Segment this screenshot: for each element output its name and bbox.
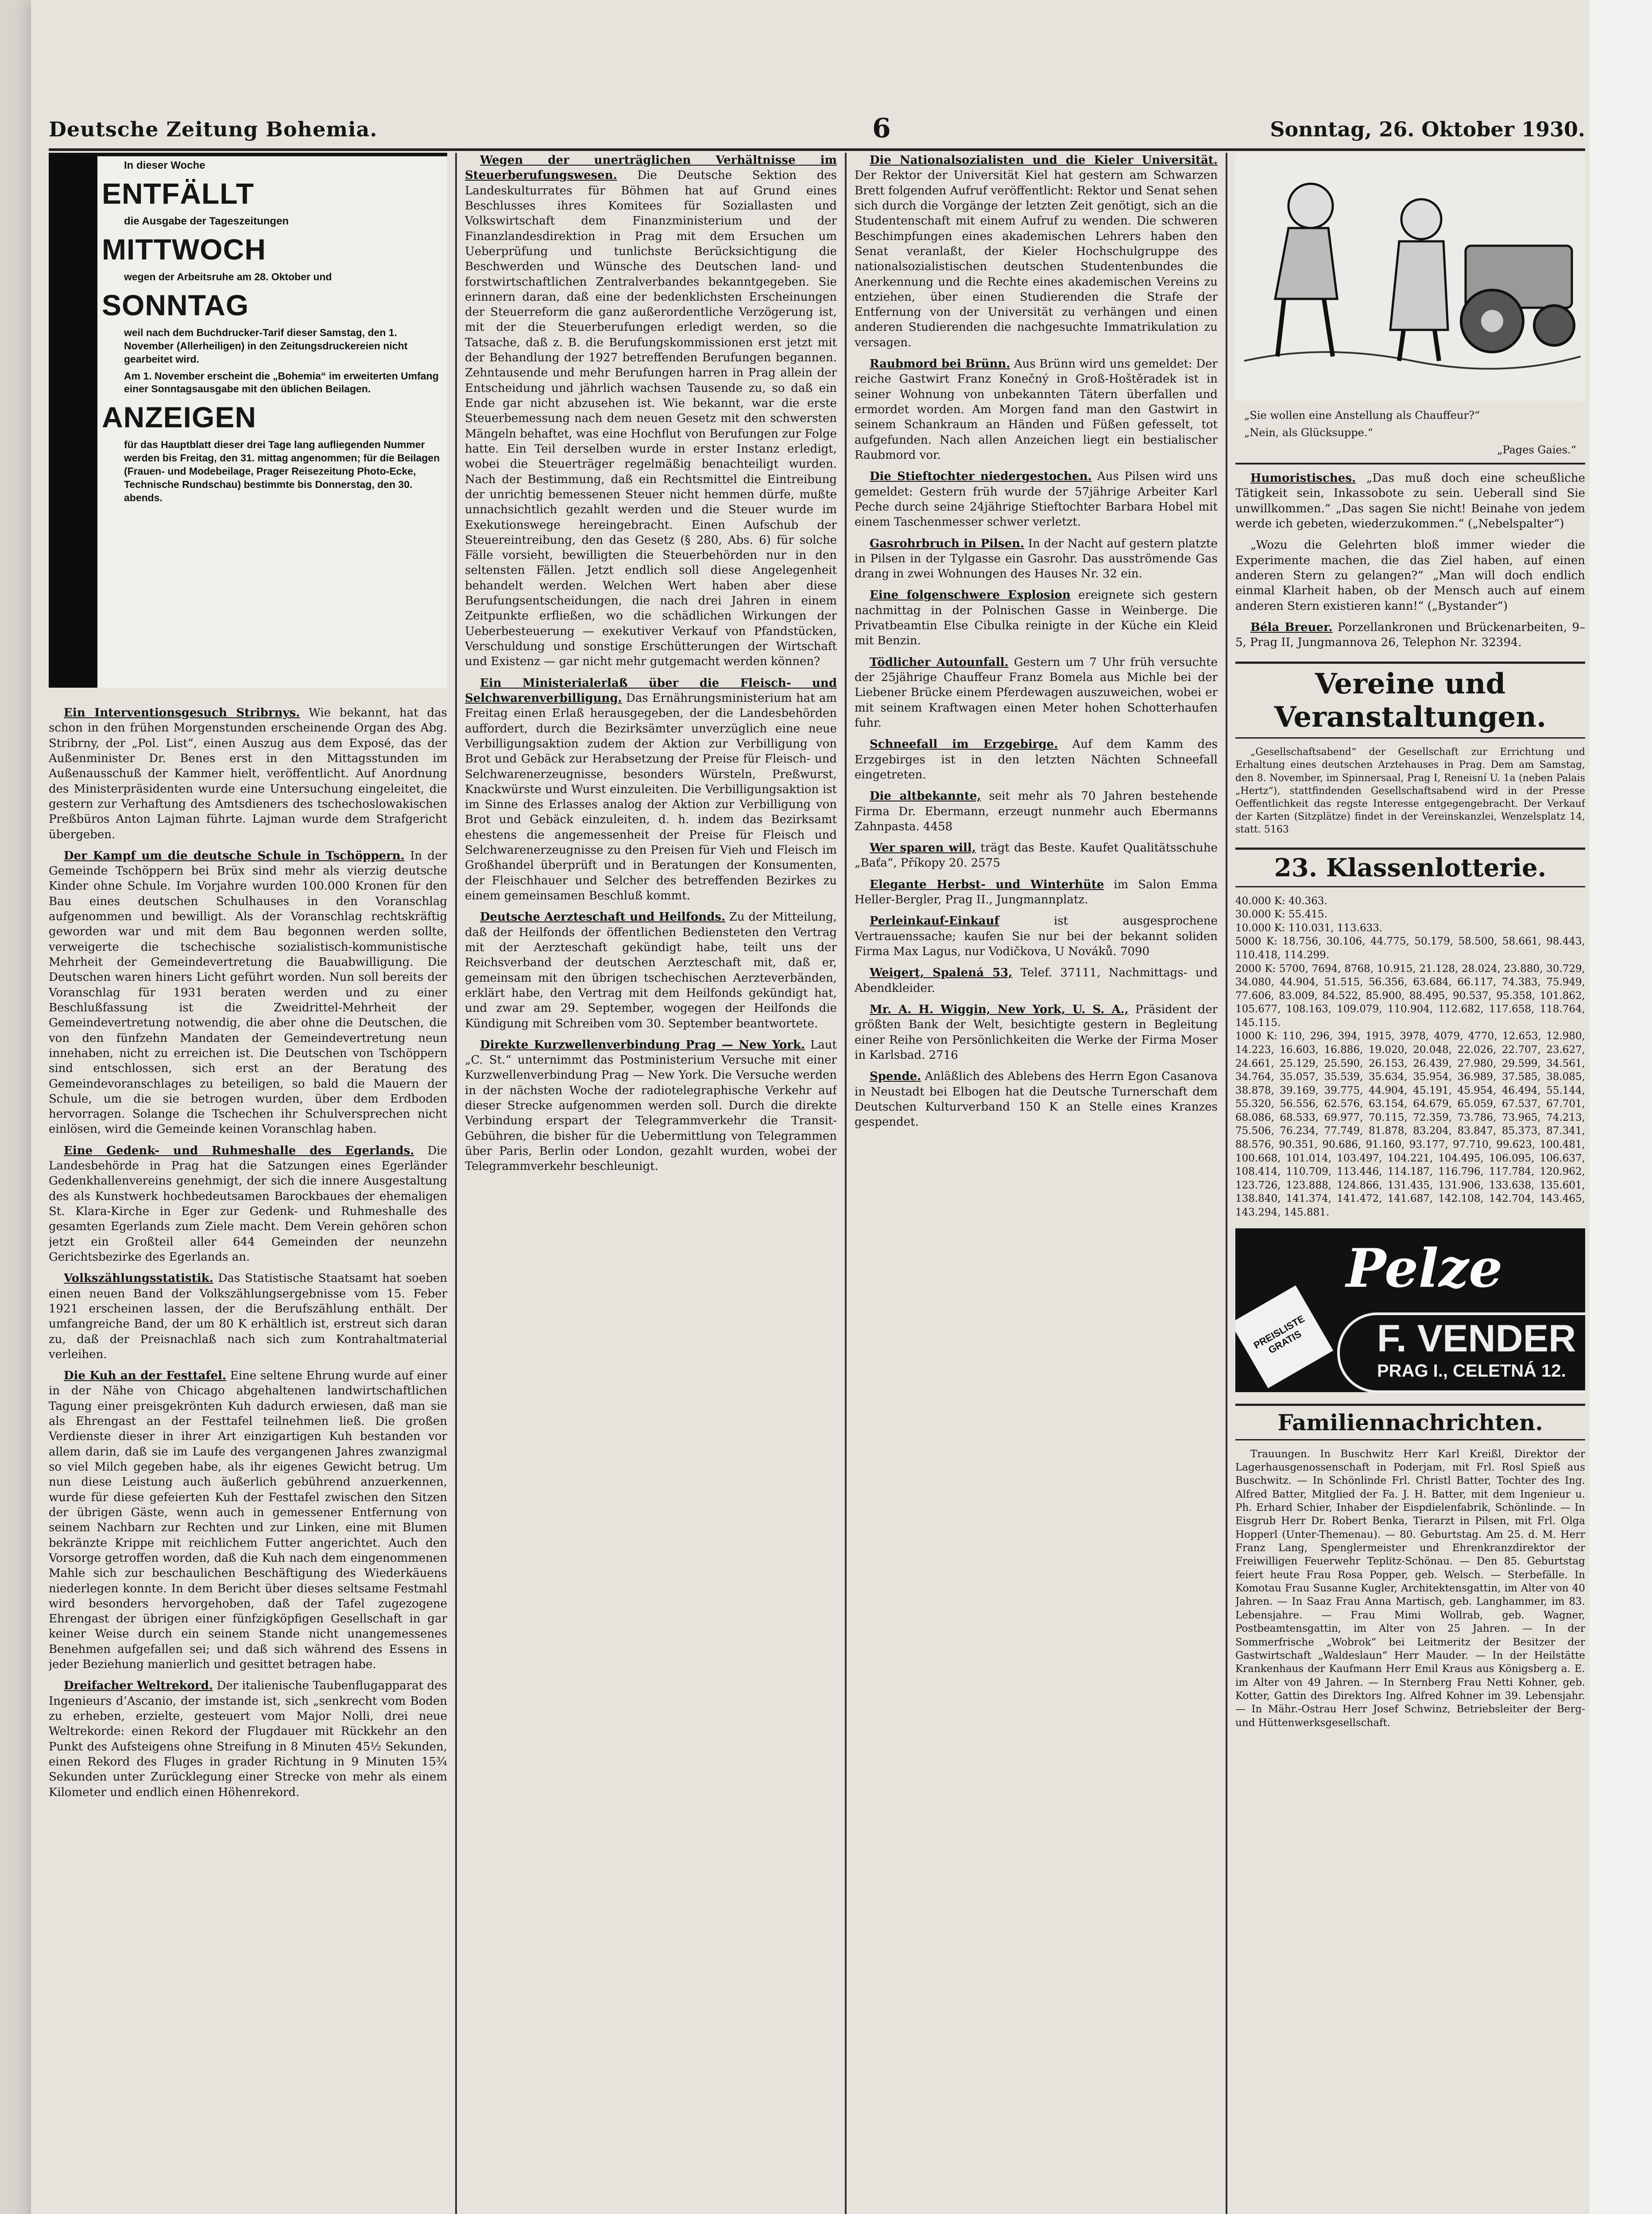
cartoon-drawing	[1235, 153, 1585, 401]
article-text: im Salon Emma Heller-Bergler, Prag II., Jungmannplatz.	[855, 878, 1218, 907]
article-text: Laut „C. St.“ unternimmt das Postministerium Versuche mit einer Kurzwellenverbindung Prag — New York. Die Versuche werden in der nächsten Woche der radiotelegraphische Verkehr auf dieser Strecke aufgenommen werden soll. Durch die direkte Verbindung erspart der Telegrammverkehr die Transit-Gebühren, die bisher für die Uebermittlung von Telegrammen über Paris, Berlin oder London, gezahlt wurden, wobei der Telegrammverkehr beschleunigt.	[465, 1038, 837, 1173]
article	[465, 910, 837, 1031]
page-header	[49, 113, 1585, 151]
notice-text: wegen der Arbeitsruhe am 28. Oktober und	[124, 271, 332, 283]
article-text: Die Deutsche Sektion des Landeskulturrates für Böhmen hat auf Grund eines Beschlusses ihres Komitees für Soziallasten und Volkswirtschaft dem Finanzministerium und der Finanzlandesdirektion in Prag mit dem Ersuchen um Ueberprüfung und tunlichste Berücksichtigung die Beschwerden und Wünsche des Deutschen land- und forstwirtschaftlichen Zentralverbandes bekanntgegeben. Sie erinnern daran, daß eine der bedenklichsten Erscheinungen der Steuerreform die ganz außerordentliche Verzögerung ist, mit der die Steuerberufungen erledigt werden, so die Tatsache, daß z. B. die Berufungskommissionen erst jetzt mit der Behandlung der 1927 betreffenden Berufungen begannen. Zehntausende und mehr Berufungen harren in Prag allein der Entscheidung und jährlich wachsen Tausende zu, so daß ein Ende gar nicht abzusehen ist. Wie bekannt, war die erste Steuerbemessung nach dem neuen Gesetz mit den schwersten Mängeln behaftet, was eine Hochflut von Berufungen zur Folge hatte. Ein Teil derselben wurde in erster Instanz erledigt, wobei die Steuerträger regelmäßig benachteiligt wurden. Nach der Bestimmung, daß ein Rechtsmittel die Eintreibung der unrichtig bemessenen Steuer nicht hemmen dürfe, mußte unnachsichtlich gezahlt werden und die Steuer wurde im Exekutionswege hereingebracht. Einen Aufschub der Steuereintreibung, den das Gesetz (§ 280, Abs. 6) für solche Fälle vorsieht, bewilligten die Steuerbehörden nur in den seltensten Fällen. Jetzt endlich soll diese Angelegenheit behandelt werden. Welchen Wert haben aber diese Berufungsentscheidungen, die nach drei Jahren in einem Zeitpunkte erfließen, wo die schädlichen Wirkungen der Ueberbesteuerung — exekutiver Verkauf von Pfandstücken, Verschuldung und sonstige Erschütterungen der Wirtschaft und Existenz — gar nicht mehr gutgemacht werden können?	[465, 169, 837, 669]
article-lead: Eine folgenschwere Explosion	[870, 588, 1071, 602]
ad-address: PRAG I., CELETNÁ 12.	[1377, 1361, 1566, 1381]
article	[855, 840, 1218, 871]
article-text: Wie bekannt, hat das schon in den frühen Morgenstunden erscheinende Organ des Abg. Stribrny, der „Pol. List“, einen Auszug aus dem Exposé, das der Außenminister Dr. Benes erst in den Mittagsstunden im Außenausschuß der Kammer hielt, veröffentlicht. Auf Anordnung des Ministerpräsidenten wurde eine Untersuchung eingeleitet, die gestern zur Verhaftung des Amtsdieners des tschechoslowakischen Preßbüros Anton Lajman führte. Lajman wurde dem Strafgericht übergeben.	[49, 706, 447, 841]
vereine-text: „Gesellschaftsabend“ der Gesellschaft zur Errichtung und Erhaltung eines deutschen Arztehauses in Prag. Dem am Samstag, den 8. November, im Spinnersaal, Prag I, Reneisní U. 1a (neben Palais „Hertz“), stattfindenden Gesellschaftsabend wird in der Presse Oeffentlichkeit das regste Interesse entgegengebracht. Der Verkauf der Karten (Sitzplätze) findet in der Vereinskanzlei, Wenzelsplatz 14, statt. 5163	[1235, 747, 1585, 835]
article-text: Das Statistische Staatsamt hat soeben einen neuen Band der Volkszählungsergebnisse vom 15. Feber 1921 erscheinen lassen, der die Berufszählung enthält. Der umfangreiche Band, der um 80 K erhältlich ist, erstreut sich daran zu, daß der Preisnachlaß nach sich zum Kontrahaltmaterial verleihen.	[49, 1272, 447, 1361]
column-1	[49, 153, 447, 2214]
article-lead: Die Kuh an der Festtafel.	[64, 1369, 226, 1383]
article-text: Telef. 37111, Nachmittags- und Abendkleider.	[855, 966, 1218, 995]
article	[855, 655, 1218, 731]
article-text: seit mehr als 70 Jahren bestehende Firma Dr. Ebermann, erzeugt nunmehr auch Ebermanns Zahnpasta. 4458	[855, 790, 1218, 833]
article-text: Die Landesbehörde in Prag hat die Satzungen eines Egerländer Gedenkhallenvereins genehmigt, der sich die innere Ausgestaltung des als Kunstwerk hochbedeutsamen Barockbaues der ehemaligen St. Klara-Kirche in Eger zur Gedenk- und Ruhmeshalle des gesamten Egerlands zum Ziele macht. Dem Verein gehören schon jetzt ein Großteil aller 644 Gemeinden der neunzehn Gerichtsbezirke des Egerlands an.	[49, 1144, 447, 1264]
section-heading-familie: Familiennachrichten.	[1235, 1404, 1585, 1440]
lottery-line: 40.000 K: 40.363.	[1235, 895, 1327, 907]
article-text: In der Nacht auf gestern platzte in Pilsen in der Tylgasse ein Gasrohr. Das ausströmende Gas drang in zwei Wohnungen des Hauses Nr. 32 ein.	[855, 537, 1218, 581]
article-lead: Perleinkauf-Einkauf	[870, 914, 999, 928]
article	[855, 588, 1218, 648]
article-text: Der italienische Taubenflugapparat des Ingenieurs d’Ascanio, der imstande ist, sich „senkrecht vom Boden zu erheben, erzielte, gesteuert vom Major Nolli, drei neue Weltrekorde: einen Rekord der Flugdauer mit Rückkehr an den Punkt des Aufsteigens ohne Streifung in 8 Minuten 45½ Sekunden, einen Rekord des Fluges in grader Richtung in 9 Minuten 15¾ Sekunden unter Zurücklegung einer Strecke von mehr als einem Kilometer und endlich einen Höhenrekord.	[49, 1679, 447, 1799]
article	[49, 1271, 447, 1362]
article-text: Zu der Mitteilung, daß der Heilfonds der öffentlichen Bediensteten den Vertrag mit der Aerzteschaft gekündigt habe, teilt uns der Reichsverband der deutschen Aerzteschaft mit, daß er, gemeinsam mit den übrigen tschechischen Aerzteverbänden, erklärt habe, den Vertrag mit dem Heilfonds gekündigt hat, und zwar am 29. September, wogegen der Heilfonds die Kündigung mit Schreiben vom 30. September beantwortete.	[465, 910, 837, 1030]
article-text: Aus Brünn wird uns gemeldet: Der reiche Gastwirt Franz Konečný in Groß-Hoštěradek ist in seiner Wohnung von unbekannten Tätern überfallen und ermordet worden. Am Morgen fand man den Gastwirt in seinem Schankraum an Händen und Füßen gefesselt, tot aufgefunden. Nach allen Anzeichen liegt ein bestialischer Raubmord vor.	[855, 357, 1218, 462]
familie-text: Trauungen. In Buschwitz Herr Karl Kreißl, Direktor der Lagerhausgenossenschaft in Poderjam, mit Frl. Rosl Spieß aus Buschwitz. — In Schönlinde Frl. Christl Batter, Tochter des Ing. Alfred Batter, Mitglied der Fa. J. H. Batter, mit dem Ingenieur u. Ph. Erhard Schier, Inhaber der Eispdielenfabrik, Schönlinde. — In Eisgrub Herr Dr. Robert Benka, Tierarzt in Pilsen, mit Frl. Olga Hopperl (Unter-Themenau). — 80. Geburtstag. Am 25. d. M. Herr Franz Lang, Spenglermeister und Ehrenkranzdirektor der Freiwilligen Feuerwehr Teplitz-Schönau. — Den 85. Geburtstag feiert heute Frau Rosa Popper, geb. Welsch. — Sterbefälle. In Komotau Frau Susanne Kugler, Architektensgattin, im Alter von 40 Jahren. — In Saaz Frau Anna Martisch, geb. Langhammer, im 83. Lebensjahre. — Frau Mimi Wollrab, geb. Wagner, Postbeamtensgattin, im Alter von 25 Jahren. — In der Sommerfrische „Wobrok“ bei Leitmeritz der Besitzer der Gastwirtschaft „Waldeslaun“ Herr Mauder. — In der Heilstätte Krankenhaus der Kaufmann Herr Emil Kraus aus Königsberg a. E. im Alter von 49 Jahren. — In Sternberg Frau Netti Kohner, geb. Kotter, Gattin des Direktors Ing. Alfred Kohner im 39. Lebensjahr. — In Mähr.-Ostrau Herr Josef Schwinz, Betriebsleiter der Berg- und Hüttenwerksgesellschaft.	[1235, 1448, 1585, 1729]
article-text: Porzellankronen und Brückenarbeiten, 9–5, Prag II, Jungmannova 26, Telephon Nr. 32394.	[1235, 620, 1585, 650]
column-2	[465, 153, 837, 2214]
column-rule	[455, 153, 457, 2214]
article	[49, 1143, 447, 1265]
article-lead: Mr. A. H. Wiggin, New York, U. S. A.,	[870, 1002, 1129, 1016]
article	[465, 676, 837, 904]
cartoon-source	[1244, 443, 1576, 457]
cartoon-caption: „Nein, als Glücksuppe.“	[1244, 426, 1373, 439]
notice-text: In dieser Woche	[124, 159, 205, 171]
article-lead: Dreifacher Weltrekord.	[64, 1679, 213, 1693]
article-lead: Wegen der unerträglichen Verhältnisse im Steuerberufungswesen.	[465, 154, 837, 182]
issue-date: Sonntag, 26. Oktober 1930.	[1270, 117, 1585, 141]
lottery-results	[1235, 894, 1585, 1219]
ad-headline: Pelze	[1346, 1237, 1503, 1300]
article	[855, 1002, 1218, 1063]
article	[465, 1037, 837, 1174]
article	[465, 153, 837, 670]
article-lead: Ein Interventionsgesuch Stribrnys.	[64, 706, 300, 720]
article-text: Gestern um 7 Uhr früh versuchte der 25jährige Chauffeur Franz Bomela aus Michle bei der Liebener Brücke einem Pferdewagen auszuweichen, wobei er mit seinem Kraftwagen einen Meter hohen Schotterhaufen fuhr.	[855, 655, 1218, 730]
notice-text: weil nach dem Buchdrucker-Tarif dieser Samstag, den 1. November (Allerheiligen) in den Zeitungsdruckereien nicht gearbeitet wird.	[124, 326, 408, 365]
lottery-line: 2000 K: 5700, 7694, 8768, 10.915, 21.128, 28.024, 23.880, 30.729, 34.080, 44.904, 51.515, 56.356, 63.684, 66.117, 74.383, 75.949, 77.606, 83.009, 84.522, 85.900, 88.495, 90.537, 95.358, 101.862, 105.677, 108.163, 109.079, 110.904, 112.682, 117.658, 118.764, 145.115.	[1235, 963, 1585, 1029]
article-text: Eine seltene Ehrung wurde auf einer in der Nähe von Chicago abgehaltenen landwirtschaftlichen Tagung einer preisgekrönten Kuh dadurch erwiesen, daß man sie als Ehrengast an der Festtafel teilnehmen ließ. Die großen Verdienste dieser in ihrer Art einzigartigen Kuh bestanden vor allem darin, daß sie im Laufe des vergangenen Jahres zwanzigmal so viel Milch gegeben habe, als ihr eigenes Gewicht betrug. Um nun diese Leistung auch äußerlich gebührend anzuerkennen, wurde für diese gefeierten Kuh der Festtafel zwischen den Sitzen der übrigen Gäste, wenn auch in gemessener Entfernung von seinem Nachbarn zur Rechten und zur Linken, eine mit Blumen bekränzte Krippe mit reichlichem Futter angerichtet. Auch den Vorsorge getroffen worden, daß die Kuh nach dem eingenommenen Mahle sich zur beschaulichen Beschäftigung des Wiederkäuens niederlegen konnte. In dem Bericht über dieses seltsame Festmahl wird besonders hervorgehoben, daß der Tafel zugezogene Ehrengast der übrigen einer fünfzigköpfigen Gesellschaft in gar keiner Weise durch ein seinem Stande nicht unangemessenes Benehmen aufgefallen sei; und daß sich während des Essens in jeder Beziehung manierlich und gesittet betragen habe.	[49, 1369, 447, 1672]
column-3-articles	[855, 153, 1218, 1130]
article-lead: Die Nationalsozialisten und die Kieler Universität.	[870, 154, 1218, 167]
article	[1235, 620, 1585, 650]
section-heading-vereine: Vereine und Veranstaltungen.	[1235, 662, 1585, 739]
article-text: ereignete sich gestern nachmittag in der Polnischen Gasse in Weinberge. Die Privatbeamtin Else Cibulka reinigte in der Küche ein Kleid mit Benzin.	[855, 588, 1218, 648]
article-lead: Schneefall im Erzgebirge.	[870, 738, 1058, 751]
article-text: trägt das Beste. Kaufet Qualitätsschuhe „Baťa“, Příkopy 20. 2575	[855, 841, 1218, 870]
article-text: „Das muß doch eine scheußliche Tätigkeit sein, Inkassobote zu sein. Ueberall sind Sie unwillkommen.“ „Das sagen Sie nicht! Beinahe von jedem werde ich gebeten, wiederzukommen.“ („Nebelspalter“)	[1235, 472, 1585, 530]
article-lead: Weigert, Spalená 53,	[870, 966, 1013, 980]
article	[1235, 538, 1585, 614]
article-lead: Raubmord bei Brünn.	[870, 357, 1010, 371]
column-2-articles	[465, 153, 837, 1174]
article	[855, 789, 1218, 834]
page-number: 6	[872, 113, 891, 144]
cartoon-caption: „Sie wollen eine Anstellung als Chauffeur?“	[1244, 409, 1480, 422]
notice-heading: ENTFÄLLT	[102, 177, 255, 210]
article	[855, 965, 1218, 996]
article	[855, 469, 1218, 530]
ad-company: F. VENDER	[1377, 1317, 1576, 1360]
publication-notice	[49, 153, 447, 688]
column-rule	[845, 153, 847, 2214]
article-lead: Spende.	[870, 1070, 921, 1084]
lottery-line: 1000 K: 110, 296, 394, 1915, 3978, 4079, 4770, 12.653, 12.980, 14.223, 16.603, 16.886, 19.020, 20.048, 22.026, 22.707, 23.627, 24.661, 25.129, 25.590, 26.153, 26.439, 27.980, 29.599, 34.561, 34.764, 35.057, 35.539, 35.634, 35.954, 36.989, 37.585, 38.085, 38.878, 39.169, 39.775, 44.904, 45.191, 45.954, 46.494, 55.144, 55.320, 56.556, 62.576, 63.154, 64.679, 65.059, 67.537, 67.701, 68.086, 68.533, 69.977, 70.115, 72.359, 73.786, 73.965, 74.213, 75.506, 76.234, 77.749, 81.878, 83.204, 83.847, 85.373, 87.341, 88.576, 90.351, 90.686, 91.160, 93.177, 97.710, 99.623, 100.481, 100.668, 101.014, 103.497, 104.221, 104.495, 106.095, 106.637, 108.414, 110.709, 113.446, 114.187, 116.796, 117.784, 120.962, 123.726, 123.888, 124.866, 131.435, 131.906, 133.638, 135.601, 138.840, 141.374, 141.472, 141.687, 142.108, 142.704, 143.465, 143.294, 145.881.	[1235, 1030, 1585, 1218]
article	[49, 1678, 447, 1800]
article	[855, 1069, 1218, 1130]
lottery-line: 5000 K: 18.756, 30.106, 44.775, 50.179, 58.500, 58.661, 98.443, 110.418, 114.299.	[1235, 936, 1585, 961]
section-heading-lotterie: 23. Klassenlotterie.	[1235, 848, 1585, 887]
article-text: Präsident der größten Bank der Welt, besichtigte gestern in Begleitung einer Reihe von Persönlichkeiten die Werke der Firma Moser in Karlsbad. 2716	[855, 1002, 1218, 1062]
article-text: Anläßlich des Ablebens des Herrn Egon Casanova in Neustadt bei Elbogen hat die Deutsche Turnerschaft dem Deutschen Kulturverband 150 K an Stelle eines Kranzes gespendet.	[855, 1070, 1218, 1129]
article-lead: Die Stieftochter niedergestochen.	[870, 470, 1092, 484]
article	[1235, 471, 1585, 531]
article	[49, 705, 447, 842]
article-lead: Die altbekannte,	[870, 790, 981, 803]
lottery-line: 10.000 K: 110.031, 113.633.	[1235, 922, 1383, 934]
article	[49, 848, 447, 1137]
notice-text: die Ausgabe der Tageszeitungen	[124, 215, 289, 227]
article-text: Der Rektor der Universität Kiel hat gestern am Schwarzen Brett folgenden Aufruf veröffentlicht: Rektor und Senat sehen sich durch die Vorgänge der letzten Zeit genötigt, sich an die Studentenschaft mit einem Aufruf zu wenden. Die schweren Beschimpfungen eines akademischen Lehrers haben den Senat veranlaßt, der Kieler Hochschulgruppe des nationalsozialistischen deutschen Studentenbundes die Anerkennung und die Rechte eines akademischen Vereins zu entziehen, über einen Studierenden die Strafe der Entfernung von der Universität zu verhängen und einen anderen Studierenden die nachgesuchte Immatrikulation zu versagen.	[855, 169, 1218, 349]
article-lead: Gasrohrbruch in Pilsen.	[870, 537, 1025, 550]
article	[855, 153, 1218, 350]
article-lead: Tödlicher Autounfall.	[870, 655, 1009, 669]
article-text: Das Ernährungsministerium hat am Freitag einen Erlaß herausgegeben, der die Landesbehörden auffordert, durch die Bezirksämter unverzüglich eine neue Verbilligungsaktion zudem der Aktion zur Verbilligung von Brot und Gebäck zur Herabsetzung der Preise für Fleisch- und Selchwarenerzeugnisse, besonders Würsteln, Preßwurst, Knackwürste und Wurst einzuleiten. Die Verbilligungsaktion ist im Sinne des Erlasses analog der Aktion zur Verbilligung von Brot und Gebäck einzuleiten, d. h. indem das Bezirksamt ehestens die angemessenheit der Preise für Fleisch und Selchwarenerzeugnisse zu den Preisen für Vieh und Fleisch im Großhandel überprüft und in Beratungen der Konsumenten, der Fleischhauer und Selcher des betreffenden Bezirkes zu einem gemeinsamen Beschluß kommt.	[465, 691, 837, 902]
column-rule	[1226, 153, 1227, 2214]
article-lead: Béla Breuer.	[1250, 620, 1333, 634]
article-text: Auf dem Kamm des Erzgebirges ist in den letzten Nächten Schneefall eingetreten.	[855, 738, 1218, 782]
cartoon	[1235, 153, 1585, 464]
article-lead: Elegante Herbst- und Winterhüte	[870, 878, 1104, 891]
lottery-line: 30.000 K: 55.415.	[1235, 909, 1327, 921]
notice-text: Am 1. November erscheint die „Bohemia“ im erweiterten Umfang einer Sonntagsausgabe mit den üblichen Beilagen.	[124, 370, 439, 395]
article-text: ist ausgesprochene Vertrauenssache; kaufen Sie nur bei der bekannt soliden Firma Max Lagus, nur Vodičkova, U Nováků. 7090	[855, 914, 1218, 958]
article-lead: Deutsche Aerzteschaft und Heilfonds.	[480, 910, 726, 924]
notice-heading: ANZEIGEN	[102, 401, 257, 434]
article-lead: Humoristisches.	[1250, 472, 1356, 485]
article-text: Aus Pilsen wird uns gemeldet: Gestern früh wurde der 57jährige Arbeiter Karl Peche durch seine 24jährige Stieftochter Barbara Hobel mit einem Taschenmesser schwer verletzt.	[855, 470, 1218, 529]
article-lead: Direkte Kurzwellenverbindung Prag — New York.	[480, 1038, 805, 1052]
scan-margin	[1590, 0, 1652, 2214]
article-lead: Der Kampf um die deutsche Schule in Tschöppern.	[64, 849, 405, 863]
cartoon-source-text: „Pages Gaies.“	[1497, 444, 1576, 457]
article	[855, 356, 1218, 463]
column-4-articles	[1235, 471, 1585, 650]
article	[49, 1368, 447, 1672]
article-lead: Wer sparen will,	[870, 841, 976, 855]
column-4	[1235, 153, 1585, 2214]
column-1-articles	[49, 705, 447, 1800]
article-lead: Volkszählungsstatistik.	[64, 1272, 213, 1285]
notice-heading: MITTWOCH	[102, 233, 266, 266]
article-lead: Eine Gedenk- und Ruhmeshalle des Egerlands.	[64, 1144, 414, 1157]
article	[855, 536, 1218, 582]
article	[855, 737, 1218, 782]
ad-badge: PREISLISTE GRATIS	[1235, 1285, 1333, 1388]
article	[855, 877, 1218, 908]
column-3	[855, 153, 1218, 2214]
advertisement-pelze	[1235, 1228, 1585, 1392]
notice-text: für das Hauptblatt dieser drei Tage lang aufliegenden Nummer werden bis Freitag, den 31. mittag angenommen; für die Beilagen (Frauen- und Modebeilage, Prager Reisezeitung Photo-Ecke, Technische Rundschau) bestimmte bis Donnerstag, den 30. abends.	[124, 439, 440, 503]
notice-heading: SONNTAG	[102, 288, 249, 321]
article	[855, 913, 1218, 959]
article-text: In der Gemeinde Tschöppern bei Brüx sind mehr als vierzig deutsche Kinder ohne Schule. Im Vorjahre wurden 100.000 Kronen für den Bau eines deutschen Schulhauses in den Voranschlag aufgenommen und bewilligt. Als der Voranschlag rechtskräftig geworden war und mit dem Bau begonnen werden sollte, verweigerte die tschechische sozialistisch-kommunistische Mehrheit der Gemeindevertretung die Bauabwilligung. Die Deutschen waren hiners Licht geführt worden. Nun soll bereits der Voranschlag für 1931 beraten werden und zu einer Beschlußfassung ist die Zweidrittel-Mehrheit der Gemeindevertretung notwendig, die aber ohne die Deutschen, die von den fünfzehn Mandaten der Gemeindevertretung neun innehaben, nicht zu erreichen ist. Die Deutschen von Tschöppern sind entschlossen, sich erst an der Beratung des Gemeindevoranschlages zu beteiligen, so bald die Mauern der Schule, um die sie betrogen wurden, über dem Erdboden hervorragen. Solange die Tschechen ihr Schulversprechen nicht einlösen, wird die Gemeinde keinen Voranschlag haben.	[49, 849, 447, 1136]
article-lead: Ein Ministerialerlaß über die Fleisch- und Selchwarenverbilligung.	[465, 676, 837, 705]
newspaper-title: Deutsche Zeitung Bohemia.	[49, 117, 378, 141]
article-text: „Wozu die Gelehrten bloß immer wieder die Experimente machen, die das Ziel haben, auf einen anderen Stern zu gelangen?“ „Man will doch endlich einmal Klarheit haben, ob der Mensch auch auf einem anderen Stern existieren kann!“ („Bystander“)	[1235, 538, 1585, 613]
